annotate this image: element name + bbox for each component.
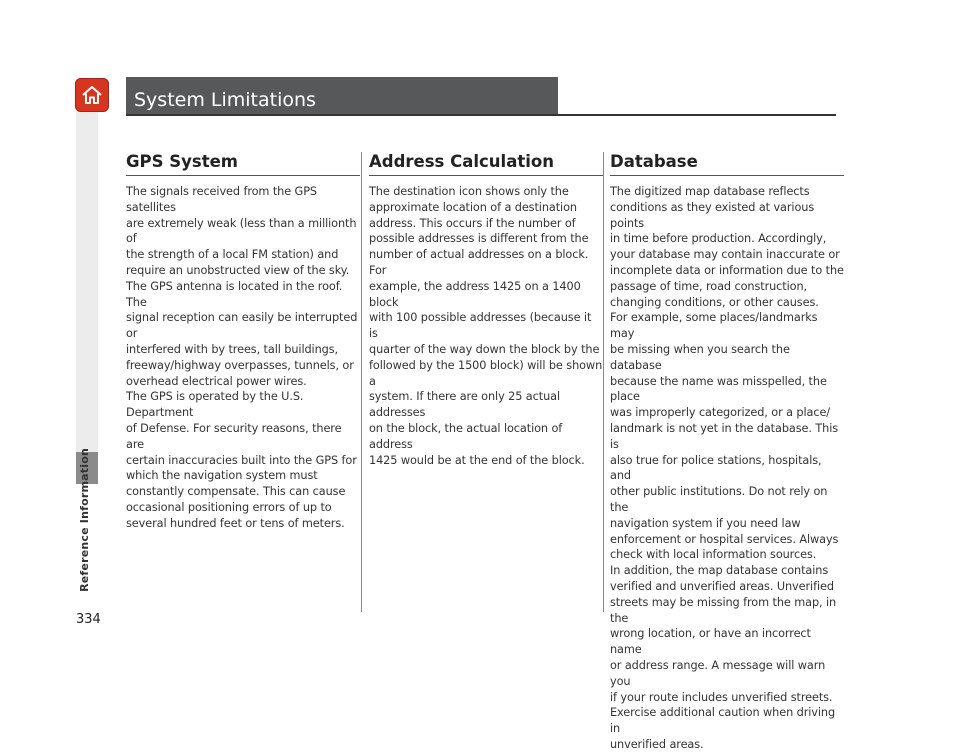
section-database [610, 152, 844, 753]
section-heading: GPS System [126, 152, 360, 176]
page-number: 334 [76, 612, 101, 627]
title-rule [126, 114, 836, 116]
section-body: The signals received from the GPS satellites are extremely weak (less than a millionth of the strength of a local FM station) and require an unobstructed view of the sky. The GPS antenna is located in the roof. The signal reception can easily be interrupted or interfered with by trees, tall buildings, freeway/highway overpasses, tunnels, or overhead electrical power wires. The GPS is operated by the U.S. Department of Defense. For security reasons, there are certain inaccuracies built into the GPS for which the navigation system must constantly compensate. This can cause occasional positioning errors of up to several hundred feet or tens of meters. [126, 185, 358, 530]
section-body: The destination icon shows only the approximate location of a destination address. This occurs if the number of possible addresses is different from the number of actual addresses on a block. For example, the address 1425 on a 1400 block with 100 possible addresses (because it is quarter of the way down the block by the followed by the 1500 block) will be shown a system. If there are only 25 actual addresses on the block, the actual location of address 1425 would be at the end of the block. [369, 185, 603, 467]
side-tab [76, 92, 98, 482]
section-address-calculation [369, 152, 603, 468]
home-icon [80, 83, 104, 107]
section-gps-system [126, 152, 360, 532]
home-button[interactable] [75, 78, 109, 112]
column-divider [361, 152, 362, 612]
section-heading: Database [610, 152, 844, 176]
section-label: Reference Information [78, 448, 91, 592]
section-body: The digitized map database reflects conditions as they existed at various points in time before production. Accordingly, your database may contain inaccurate or incomplete data or information due to the passage of time, road construction, changing conditions, or other causes. For example, some places/landmarks may be missing when you search the database because the name was misspelled, the place was improperly categorized, or a place/ landmark is not yet in the database. This is also true for police stations, hospitals, and other public institutions. Do not rely on the navigation system if you need law enforcement or hospital services. Always check with local information sources. In addition, the map database contains verified and unverified areas. Unverified streets may be missing from the map, in the wrong location, or have an incorrect name or address range. A message will warn you if your route includes unverified streets. Exercise additional caution when driving in unverified areas. [610, 185, 844, 751]
section-heading: Address Calculation [369, 152, 603, 176]
page-title: System Limitations [126, 77, 558, 114]
column-divider [603, 152, 604, 612]
